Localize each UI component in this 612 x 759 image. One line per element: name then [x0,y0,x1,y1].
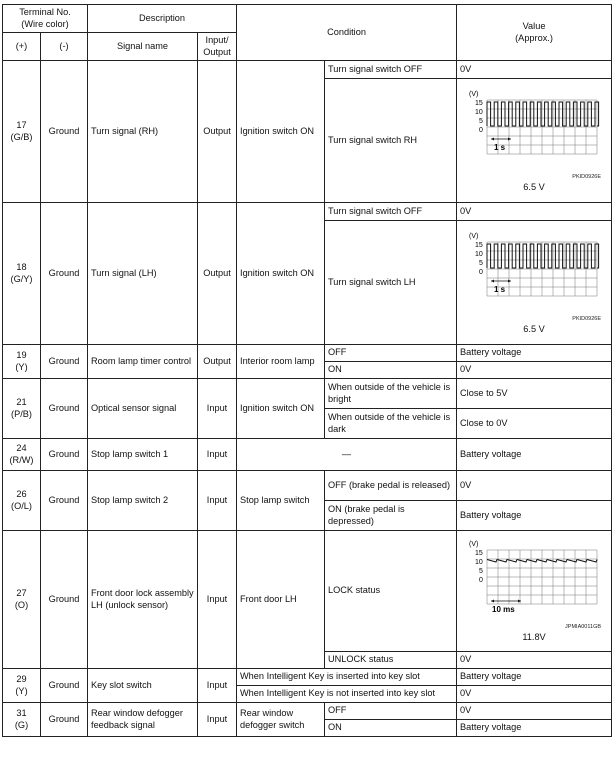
value: Battery voltage [457,439,612,471]
input-output: Input [198,669,237,703]
value: Battery voltage [457,501,612,531]
condition: Rear window defogger switch [237,703,325,737]
condition: Stop lamp switch [237,471,325,531]
condition: Ignition switch ON [237,379,325,439]
sub-condition: Turn signal switch OFF [325,61,457,79]
lock-status-waveform [467,538,602,624]
sub-condition: ON (brake pedal is depressed) [325,501,457,531]
wave-trace [487,102,599,126]
wave-tick: 0 [478,126,483,134]
table-row [3,345,612,362]
wave-tick: 15 [474,550,483,558]
table-row [3,703,612,720]
condition: Front door LH [237,531,325,669]
sub-condition: Turn signal switch RH [325,79,457,203]
sub-condition: Turn signal switch OFF [325,203,457,221]
wave-tick: 15 [474,99,483,107]
arrow-head-icon [491,137,494,140]
header-description: Description [88,5,237,33]
ground-terminal: Ground [41,669,88,703]
input-output: Input [198,531,237,669]
condition: When Intelligent Key is inserted into key slot [237,669,457,686]
terminal-number: 26 (O/L) [3,471,41,531]
terminal-number: 24 (R/W) [3,439,41,471]
value: Battery voltage [457,669,612,686]
input-output: Input [198,439,237,471]
input-output: Output [198,203,237,345]
sub-condition: ON [325,362,457,379]
table-row [3,471,612,501]
wave-unit: (V) [468,541,478,549]
wave-tick: 10 [474,250,483,258]
input-output: Input [198,703,237,737]
wave-unit: (V) [468,232,478,240]
ground-terminal: Ground [41,203,88,345]
sub-condition: UNLOCK status [325,652,457,669]
ground-terminal: Ground [41,61,88,203]
terminal-number: 19 (Y) [3,345,41,379]
sub-condition: Turn signal switch LH [325,221,457,345]
wave-tick: 5 [478,259,483,267]
terminal-number: 27 (O) [3,531,41,669]
ground-terminal: Ground [41,703,88,737]
header-input-output: Input/ Output [198,33,237,61]
sub-condition: LOCK status [325,531,457,652]
time-scale-label: 1 s [493,142,505,152]
signal-name: Turn signal (RH) [88,61,198,203]
value: Battery voltage [457,720,612,737]
waveform-value: 6.5 V [523,323,545,334]
arrow-head-icon [518,600,521,603]
sub-condition: OFF [325,345,457,362]
wave-tick: 5 [478,568,483,576]
table-row [3,669,612,686]
sub-condition: When outside of the vehicle is bright [325,379,457,409]
figure-code: PKID0926E [572,315,602,322]
wave-tick: 0 [478,577,483,585]
signal-name: Room lamp timer control [88,345,198,379]
table-row [3,531,612,652]
table-row [3,61,612,79]
waveform-value: 11.8V [522,632,546,643]
header-signal-name: Signal name [88,33,198,61]
signal-name: Rear window defogger feedback signal [88,703,198,737]
signal-name: Turn signal (LH) [88,203,198,345]
signal-name: Stop lamp switch 2 [88,471,198,531]
ground-terminal: Ground [41,379,88,439]
ground-terminal: Ground [41,531,88,669]
condition: Ignition switch ON [237,61,325,203]
header-minus: (-) [41,33,88,61]
value: 0V [457,362,612,379]
signal-name: Optical sensor signal [88,379,198,439]
waveform-cell [457,221,612,345]
value: 0V [457,686,612,703]
sub-condition: OFF (brake pedal is released) [325,471,457,501]
input-output: Output [198,61,237,203]
condition: When Intelligent Key is not inserted into key slot [237,686,457,703]
input-output: Input [198,379,237,439]
sub-condition: ON [325,720,457,737]
turn-signal-waveform [467,230,602,316]
figure-code: JPMIA0011GB [565,624,602,631]
terminal-number: 17 (G/B) [3,61,41,203]
wave-unit: (V) [468,90,478,98]
value: Close to 5V [457,379,612,409]
terminal-number: 18 (G/Y) [3,203,41,345]
value: 0V [457,471,612,501]
wave-trace [487,244,599,268]
waveform-cell [457,531,612,652]
table-row [3,379,612,409]
turn-signal-waveform [467,88,602,174]
value: 0V [457,652,612,669]
value: 0V [457,703,612,720]
wave-tick: 10 [474,108,483,116]
header-terminal-no: Terminal No. (Wire color) [3,5,88,33]
signal-name: Key slot switch [88,669,198,703]
time-scale-label: 1 s [493,284,505,294]
table-row [3,203,612,221]
value: Close to 0V [457,409,612,439]
wave-tick: 15 [474,241,483,249]
value: 0V [457,61,612,79]
terminal-spec-table [2,4,612,737]
arrow-head-icon [491,600,494,603]
ground-terminal: Ground [41,471,88,531]
value: 0V [457,203,612,221]
sub-condition: When outside of the vehicle is dark [325,409,457,439]
condition: Ignition switch ON [237,203,325,345]
arrow-head-icon [508,279,511,282]
table-row [3,439,612,471]
input-output: Input [198,471,237,531]
terminal-number: 29 (Y) [3,669,41,703]
time-scale-label: 10 ms [491,605,515,615]
sub-condition: OFF [325,703,457,720]
arrow-head-icon [491,279,494,282]
condition: Interior room lamp [237,345,325,379]
header-condition: Condition [237,5,457,61]
header-plus: (+) [3,33,41,61]
condition: — [237,439,457,471]
ground-terminal: Ground [41,345,88,379]
terminal-number: 31 (G) [3,703,41,737]
input-output: Output [198,345,237,379]
signal-name: Front door lock assembly LH (unlock sensor) [88,531,198,669]
wave-tick: 0 [478,268,483,276]
wave-tick: 5 [478,117,483,125]
signal-name: Stop lamp switch 1 [88,439,198,471]
header-value: Value (Approx.) [457,5,612,61]
waveform-value: 6.5 V [523,181,545,192]
figure-code: PKID0926E [572,173,602,180]
waveform-cell [457,79,612,203]
wave-tick: 10 [474,559,483,567]
value: Battery voltage [457,345,612,362]
arrow-head-icon [508,137,511,140]
ground-terminal: Ground [41,439,88,471]
terminal-number: 21 (P/B) [3,379,41,439]
